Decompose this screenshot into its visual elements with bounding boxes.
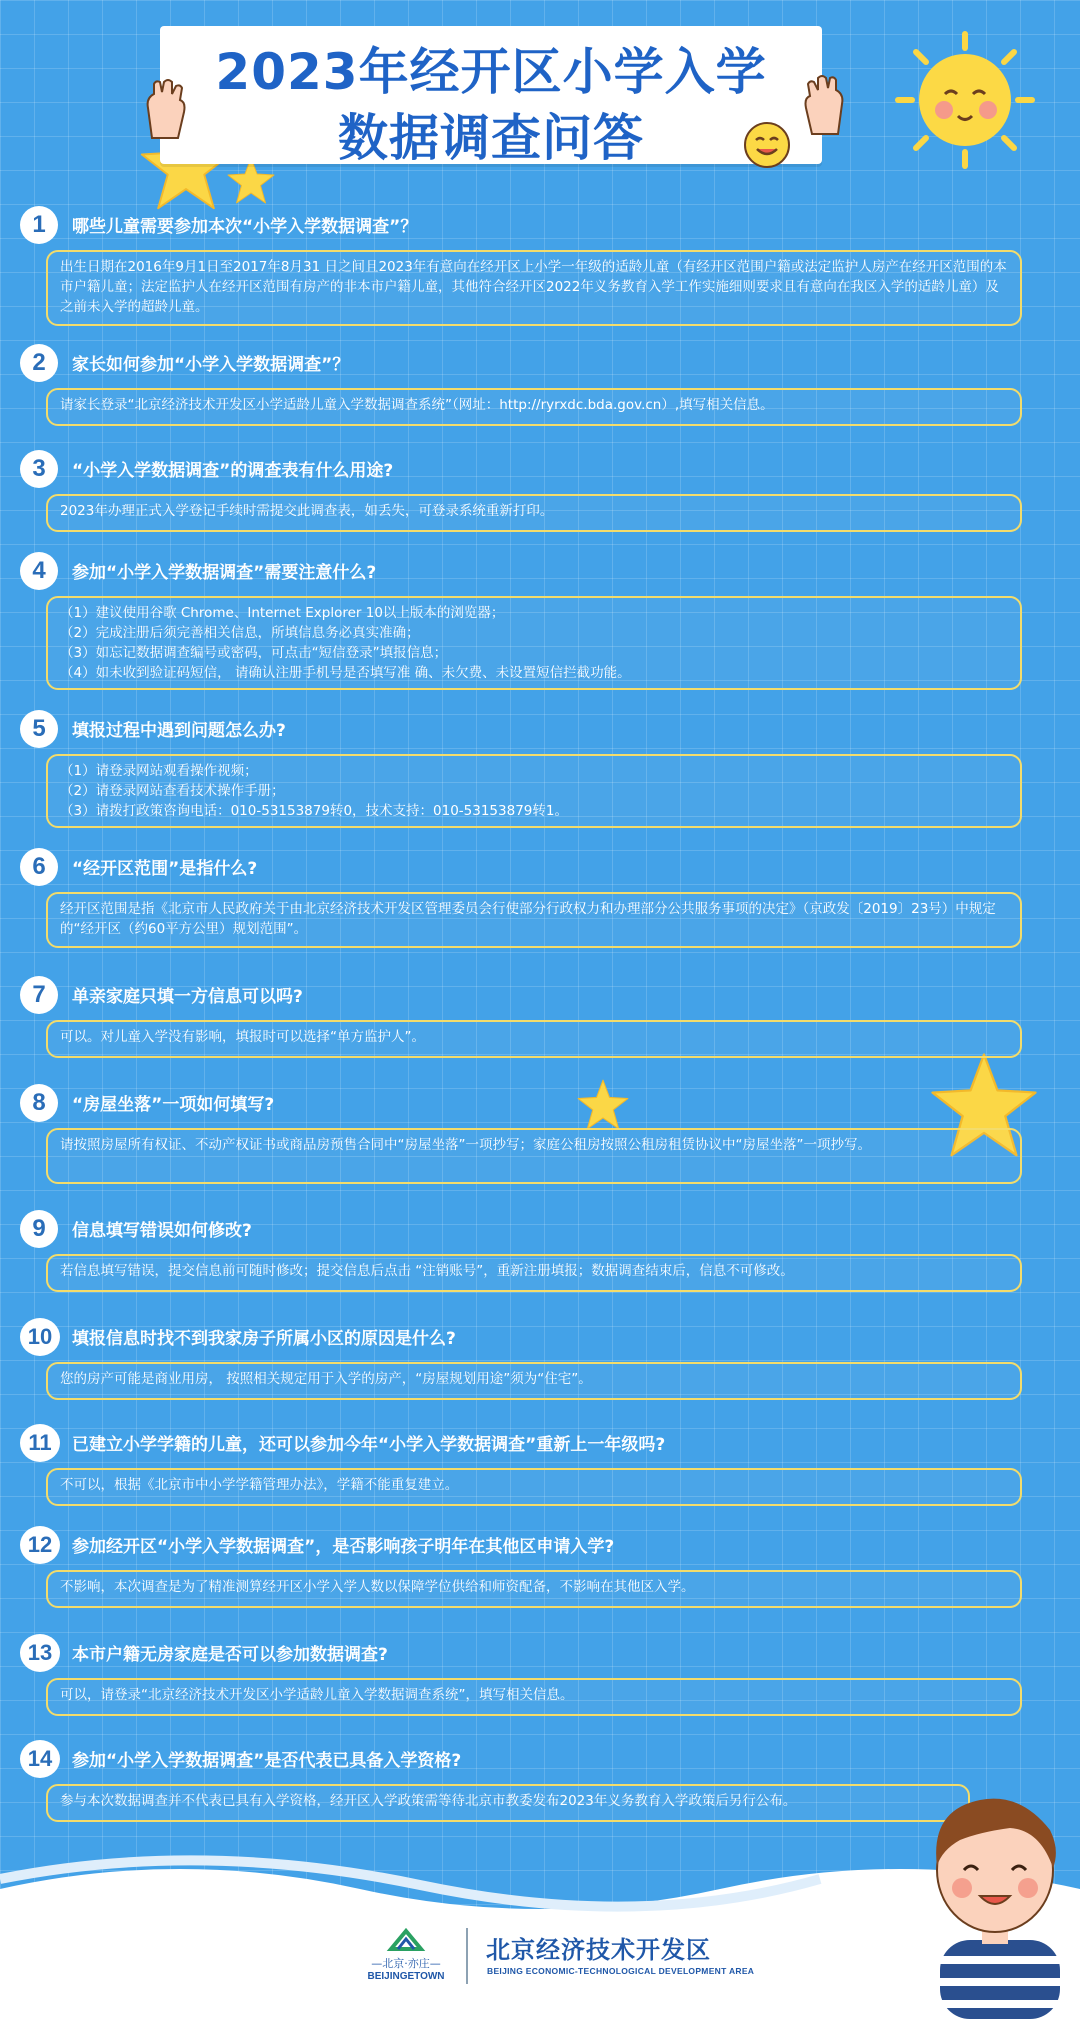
- star-icon: [576, 1078, 630, 1132]
- question-number: 12: [20, 1526, 60, 1564]
- question-number: 13: [20, 1634, 60, 1672]
- logo-divider: [466, 1928, 468, 1984]
- beijing-etown-logo-icon: [363, 1925, 449, 1955]
- page-title-line-1: 2023年经开区小学入学: [215, 43, 767, 101]
- logo-right-en: BEIJING ECONOMIC-TECHNOLOGICAL DEVELOPMENT AREA: [487, 1966, 755, 1976]
- question-number: 2: [20, 344, 58, 382]
- answer-box: [46, 1678, 1022, 1716]
- question-number: 10: [20, 1318, 60, 1356]
- boy-illustration-icon: [920, 1770, 1070, 2019]
- sun-icon: [890, 30, 1040, 170]
- question-number: 14: [20, 1740, 60, 1778]
- answer-box: [46, 1254, 1022, 1292]
- question-number: 11: [20, 1424, 60, 1462]
- logo-right-cn: 北京经济技术开发区: [486, 1936, 711, 1964]
- question-number: 7: [20, 976, 58, 1014]
- question-text: 家长如何参加“小学入学数据调查”？: [72, 355, 350, 375]
- answer-text: （2）请登录网站查看技术操作手册；: [60, 783, 285, 799]
- answer-text: （3）如忘记数据调查编号或密码，可点击“短信登录”填报信息；: [60, 645, 448, 661]
- answer-text: 经开区范围是指《北京市人民政府关于由北京经济技术开发区管理委员会行使部分行政权力和办理部分公共服务事项的决定》（京政发〔2019〕23号）中规定的“经开区（约60平方公里）规划范围”。: [60, 901, 996, 937]
- answer-box: [46, 250, 1022, 326]
- question-text: 填报过程中遇到问题怎么办?: [72, 721, 286, 741]
- question-text: 参加“小学入学数据调查”是否代表已具备入学资格?: [72, 1751, 462, 1771]
- answer-text: 参与本次数据调查并不代表已具有入学资格，经开区入学政策需等待北京市教委发布2023年义务教育入学政策后另行公布。: [60, 1793, 797, 1809]
- answer-box: [46, 754, 1022, 828]
- logo-left-en: BEIJINGETOWN: [367, 1971, 445, 1982]
- question-number: 4: [20, 552, 58, 590]
- smiley-icon: [742, 120, 792, 170]
- question-text: 本市户籍无房家庭是否可以参加数据调查?: [72, 1645, 388, 1665]
- answer-box: [46, 1362, 1022, 1400]
- answer-text: 出生日期在2016年9月1日至2017年8月31 日之间且2023年有意向在经开区上小学一年级的适龄儿童（有经开区范围户籍或法定监护人房产在经开区范围的本市户籍儿童；法定监护人在经开区范围有房产的非本市户籍儿童，其他符合经开区2022年义务教育入学工作实施细则要求且有意向在我区入学的适龄儿童）及之前未入学的超龄儿童。: [60, 259, 1007, 315]
- hand-icon: [142, 78, 190, 140]
- question-text: 填报信息时找不到我家房子所属小区的原因是什么?: [72, 1329, 456, 1349]
- answer-box: [46, 1020, 1022, 1058]
- answer-box: [46, 494, 1022, 532]
- question-text: 信息填写错误如何修改?: [72, 1221, 252, 1241]
- answer-box: [46, 892, 1022, 948]
- answer-text: 2023年办理正式入学登记手续时需提交此调查表，如丢失，可登录系统重新打印。: [60, 503, 554, 519]
- answer-box: [46, 1784, 970, 1822]
- answer-text: 您的房产可能是商业用房， 按照相关规定用于入学的房产，“房屋规划用途”须为“住宅”。: [60, 1371, 592, 1387]
- answer-box: [46, 1570, 1022, 1608]
- answer-text: 不可以，根据《北京市中小学学籍管理办法》，学籍不能重复建立。: [60, 1477, 459, 1493]
- question-text: 哪些儿童需要参加本次“小学入学数据调查”？: [72, 217, 418, 237]
- answer-text: 请家长登录“北京经济技术开发区小学适龄儿童入学数据调查系统”（网址：http://ryrxdc.bda.gov.cn）,填写相关信息。: [60, 397, 774, 413]
- question-text: 参加经开区“小学入学数据调查”，是否影响孩子明年在其他区申请入学?: [72, 1537, 615, 1557]
- question-text: 已建立小学学籍的儿童，还可以参加今年“小学入学数据调查”重新上一年级吗?: [72, 1435, 666, 1455]
- answer-text: （1）请登录网站观看操作视频；: [60, 763, 258, 779]
- question-number: 3: [20, 450, 58, 488]
- question-number: 8: [20, 1084, 58, 1122]
- answer-box: [46, 388, 1022, 426]
- answer-box: [46, 596, 1022, 690]
- question-number: 5: [20, 710, 58, 748]
- answer-text: 可以，请登录“北京经济技术开发区小学适龄儿童入学数据调查系统”，填写相关信息。: [60, 1687, 574, 1703]
- answer-text: （3）请拨打政策咨询电话：010-53153879转0，技术支持：010-53153879转1。: [60, 803, 568, 819]
- answer-text: （2）完成注册后须完善相关信息，所填信息务必真实准确；: [60, 625, 420, 641]
- question-number: 6: [20, 848, 58, 886]
- question-number: 1: [20, 206, 58, 244]
- answer-text: 请按照房屋所有权证、不动产权证书或商品房预售合同中“房屋坐落”一项抄写；家庭公租房按照公租房租赁协议中“房屋坐落”一项抄写。: [60, 1137, 871, 1153]
- question-text: “房屋坐落”一项如何填写?: [72, 1095, 275, 1115]
- logo-left-cn: —北京·亦庄—: [371, 1957, 441, 1970]
- answer-text: 可以。对儿童入学没有影响，填报时可以选择“单方监护人”。: [60, 1029, 425, 1045]
- title-board: [160, 26, 822, 167]
- hand-icon: [800, 74, 848, 136]
- question-number: 9: [20, 1210, 58, 1248]
- answer-text: 不影响，本次调查是为了精准测算经开区小学入学人数以保障学位供给和师资配备，不影响在其他区入学。: [60, 1579, 695, 1595]
- question-text: “经开区范围”是指什么?: [72, 859, 258, 879]
- answer-text: 若信息填写错误，提交信息前可随时修改；提交信息后点击 “注销账号”，重新注册填报；数据调查结束后，信息不可修改。: [60, 1263, 794, 1279]
- answer-text: （1）建议使用谷歌 Chrome、Internet Explorer 10以上版本的浏览器；: [60, 605, 505, 621]
- question-text: “小学入学数据调查”的调查表有什么用途?: [72, 461, 394, 481]
- answer-box: [46, 1128, 1022, 1184]
- answer-text: （4）如未收到验证码短信， 请确认注册手机号是否填写准 确、未欠费、未设置短信拦截功能。: [60, 665, 631, 681]
- page-title-line-2: 数据调查问答: [338, 109, 644, 167]
- question-text: 参加“小学入学数据调查”需要注意什么?: [72, 563, 377, 583]
- question-text: 单亲家庭只填一方信息可以吗?: [72, 987, 303, 1007]
- answer-box: [46, 1468, 1022, 1506]
